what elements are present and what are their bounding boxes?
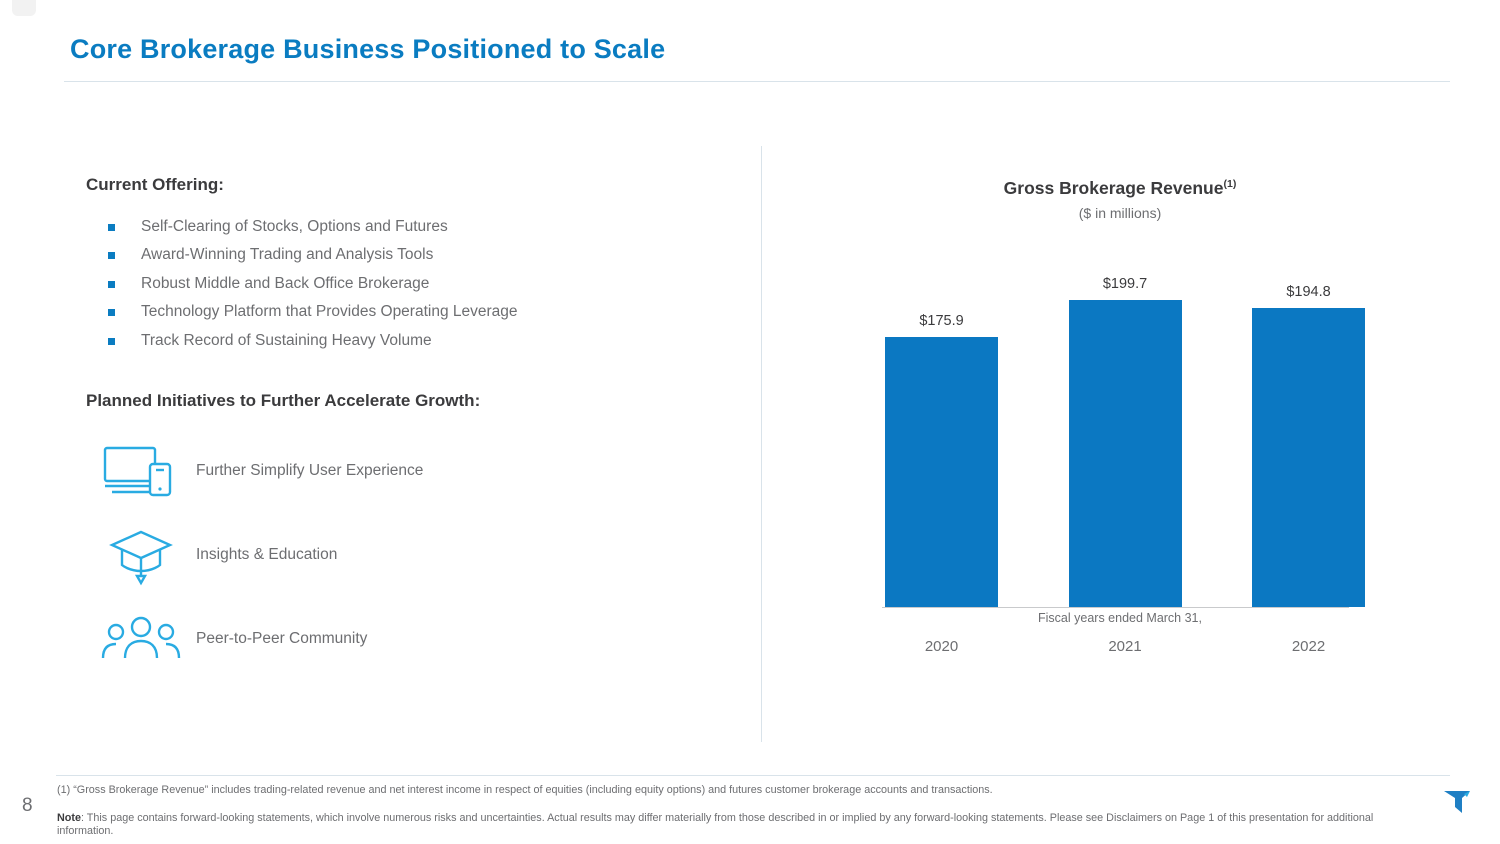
planned-initiatives-heading: Planned Initiatives to Further Accelerate Growth: (86, 391, 481, 411)
note-label: Note (57, 812, 81, 824)
page-number: 8 (22, 795, 33, 816)
chart-title (800, 178, 1440, 199)
initiative-label: Further Simplify User Experience (196, 462, 424, 480)
bar (885, 337, 998, 607)
bar-value-label: $194.8 (1286, 284, 1331, 301)
graduation-cap-icon (86, 524, 196, 586)
current-offering-list (86, 213, 726, 355)
bar (1252, 308, 1365, 607)
bar-group-2021 (1069, 245, 1182, 607)
left-content-column (86, 175, 726, 681)
column-divider (761, 146, 762, 742)
chart-plot-area (800, 242, 1440, 655)
footnote-note (57, 812, 1407, 838)
gross-brokerage-revenue-chart (800, 170, 1440, 710)
x-axis-label: Fiscal years ended March 31, (1038, 611, 1202, 625)
x-tick-label: 2020 (924, 638, 959, 655)
bar-group-2020 (885, 245, 998, 607)
initiative-label: Peer-to-Peer Community (196, 630, 368, 648)
note-text: : This page contains forward-looking statements, which involve numerous risks and uncertainties. Actual results may differ materially from those described in or implied by any forward-looking statements. Please see Disclaimers on Page 1 of this presentation for additional information. (57, 812, 1374, 837)
bar-group-2022 (1252, 245, 1365, 607)
bar (1069, 300, 1182, 607)
corner-mark (12, 0, 36, 16)
chart-subtitle: ($ in millions) (1078, 205, 1162, 221)
x-axis-line (882, 607, 1349, 608)
page-title: Core Brokerage Business Positioned to Scale (70, 34, 666, 64)
title-divider (64, 81, 1450, 82)
x-tick-label: 2022 (1291, 638, 1326, 655)
company-logo (1440, 785, 1474, 819)
people-group-icon (86, 614, 196, 664)
bar-series (885, 245, 1365, 607)
footer-divider (56, 775, 1450, 776)
devices-icon (86, 442, 196, 500)
bar-value-label: $175.9 (919, 313, 964, 330)
list-item (86, 597, 726, 681)
list-item: Track Record of Sustaining Heavy Volume (86, 327, 726, 355)
current-offering-heading: Current Offering: (86, 175, 224, 194)
list-item: Robust Middle and Back Office Brokerage (86, 270, 726, 298)
initiative-label: Insights & Education (196, 546, 338, 564)
list-item: Technology Platform that Provides Operating Leverage (86, 298, 726, 326)
list-item: Self-Clearing of Stocks, Options and Futures (86, 213, 726, 241)
chart-title-text: Gross Brokerage Revenue (1003, 178, 1224, 198)
list-item (86, 429, 726, 513)
x-axis-tick-labels (885, 638, 1365, 655)
list-item: Award-Winning Trading and Analysis Tools (86, 241, 726, 269)
x-tick-label: 2021 (1108, 638, 1142, 655)
planned-initiatives-list (86, 429, 726, 681)
footnote-1: (1) “Gross Brokerage Revenue” includes trading-related revenue and net interest income in respect of equities (including equity options) and futures customer brokerage accounts and transactions. (57, 784, 993, 796)
list-item (86, 513, 726, 597)
chart-title-footnote-marker: (1) (1223, 178, 1237, 191)
bar-value-label: $199.7 (1102, 276, 1148, 293)
